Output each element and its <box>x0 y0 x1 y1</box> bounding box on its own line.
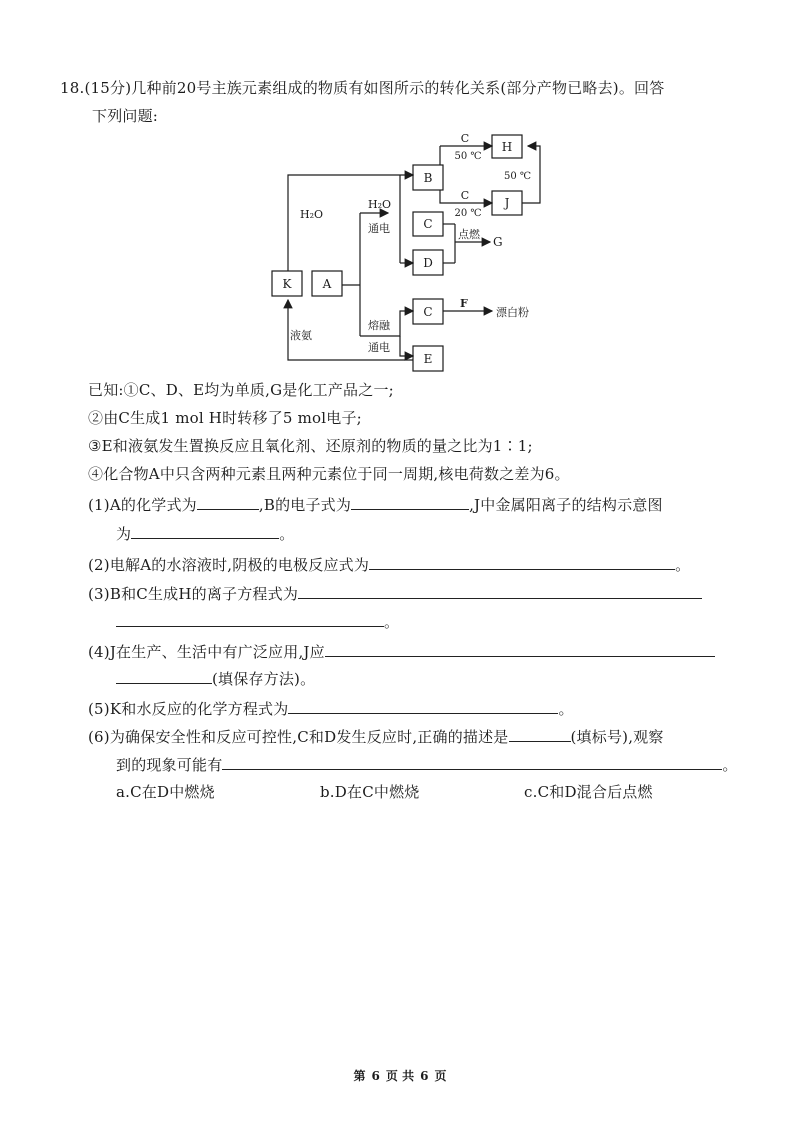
footer-suffix: 页 <box>434 1069 447 1083</box>
label-g-product: G <box>493 235 503 249</box>
label-c-to-j: C <box>460 189 470 202</box>
label-h2o-top: H₂O <box>368 198 392 211</box>
label-liquid-ammonia: 液氨 <box>290 329 312 342</box>
node-h: H <box>501 140 513 154</box>
q4-text: (4)J在生产、生活中有广泛应用,J应 <box>88 643 325 661</box>
label-temp-jh: 50 ℃ <box>504 171 532 182</box>
options-row <box>116 782 653 802</box>
q3-end: 。 <box>384 613 400 631</box>
q1-tail: ,J中金属阳离子的结构示意图 <box>469 496 663 514</box>
label-f-reagent: F <box>460 297 468 310</box>
q6-answer-blank-1[interactable] <box>509 725 571 742</box>
question-1-cont <box>116 522 294 544</box>
label-tongdian: 通电 <box>368 222 390 235</box>
option-b: b.D在C中燃烧 <box>320 783 420 801</box>
q4-answer-blank-2[interactable] <box>116 667 212 684</box>
q1-prefix: (1)A的化学式为 <box>88 496 197 514</box>
option-a: a.C在D中燃烧 <box>116 783 215 801</box>
q4-answer-blank-1[interactable] <box>325 640 715 657</box>
footer-prefix: 第 <box>353 1069 366 1083</box>
known-1: 已知:①C、D、E均为单质,G是化工产品之一; <box>88 381 394 399</box>
node-j: J <box>504 196 510 210</box>
page-footer <box>0 1067 800 1084</box>
label-tongdian2: 通电 <box>368 341 390 354</box>
q1-wei: 为 <box>116 525 132 543</box>
label-temp-j: 20 ℃ <box>454 208 482 219</box>
node-c: C <box>423 217 433 231</box>
q6-tail: (填标号),观察 <box>570 728 664 746</box>
q1-answer-a-blank[interactable] <box>197 493 259 510</box>
q1-answer-b-blank[interactable] <box>351 493 469 510</box>
known-4: ④化合物A中只含两种元素且两种元素位于同一周期,核电荷数之差为6。 <box>88 465 570 483</box>
q1-mid: ,B的电子式为 <box>258 496 352 514</box>
q2-end: 。 <box>675 556 691 574</box>
question-header-cont: 下列问题: <box>92 107 159 125</box>
q2-text: (2)电解A的水溶液时,阴极的电极反应式为 <box>88 556 370 574</box>
q4-tail: (填保存方法)。 <box>212 670 316 688</box>
question-4 <box>88 640 715 662</box>
q3-answer-blank-1[interactable] <box>298 582 702 599</box>
label-temp-h: 50 ℃ <box>454 151 482 162</box>
question-4-cont <box>116 667 315 689</box>
question-3-cont <box>116 610 399 632</box>
reaction-diagram <box>260 128 560 378</box>
option-c: c.C和D混合后点燃 <box>524 783 653 801</box>
q5-answer-blank[interactable] <box>288 697 558 714</box>
question-5 <box>88 697 574 719</box>
question-6 <box>88 725 664 747</box>
question-1 <box>88 493 663 515</box>
known-2: ②由C生成1 mol H时转移了5 mol电子; <box>88 409 362 427</box>
node-b: B <box>423 171 433 185</box>
q5-end: 。 <box>558 700 574 718</box>
question-3 <box>88 582 702 604</box>
question-6-cont <box>116 753 738 775</box>
q3-answer-blank-2[interactable] <box>116 610 384 627</box>
question-2 <box>88 553 690 575</box>
node-d: D <box>423 256 433 270</box>
q2-answer-blank[interactable] <box>369 553 675 570</box>
known-3: ③E和液氨发生置换反应且氧化剂、还原剂的物质的量之比为1∶1; <box>88 437 533 455</box>
label-bleach: 漂白粉 <box>496 306 529 319</box>
q6-end: 。 <box>722 756 738 774</box>
page-current: 6 <box>371 1069 380 1083</box>
q6-answer-blank-2[interactable] <box>222 753 722 770</box>
label-ronghua: 熔融 <box>368 319 390 332</box>
node-e: E <box>423 352 433 366</box>
q1-end: 。 <box>279 525 295 543</box>
q6-observe: 到的现象可能有 <box>116 756 223 774</box>
node-c2: C <box>423 305 433 319</box>
q1-answer-c-blank[interactable] <box>131 522 279 539</box>
label-c-to-h: C <box>460 132 470 145</box>
node-a: A <box>322 277 332 291</box>
page-total: 6 <box>420 1069 429 1083</box>
label-h2o-left: H₂O <box>300 208 324 221</box>
footer-middle: 页 共 <box>385 1069 415 1083</box>
label-dianran: 点燃 <box>458 228 480 241</box>
q5-text: (5)K和水反应的化学方程式为 <box>88 700 289 718</box>
question-header: 18.(15分)几种前20号主族元素组成的物质有如图所示的转化关系(部分产物已略去)。回答 <box>60 79 665 97</box>
q6-text: (6)为确保安全性和反应可控性,C和D发生反应时,正确的描述是 <box>88 728 509 746</box>
q3-text: (3)B和C生成H的离子方程式为 <box>88 585 299 603</box>
node-k: K <box>282 277 292 291</box>
